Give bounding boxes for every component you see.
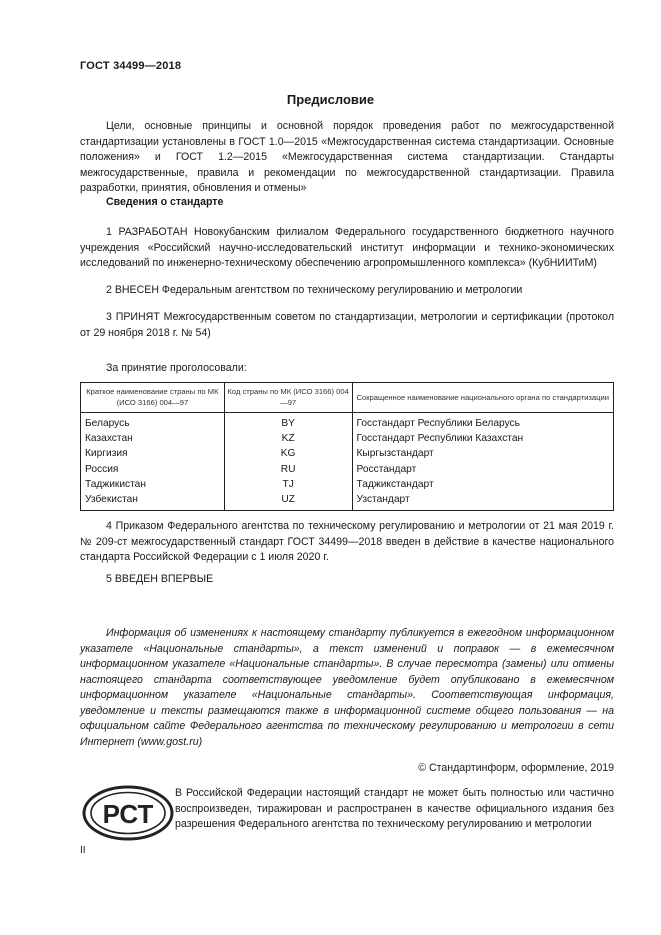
cell-body: Узстандарт bbox=[352, 492, 614, 511]
rst-certification-logo-icon bbox=[80, 783, 176, 843]
item-4 bbox=[80, 519, 614, 566]
item-3 bbox=[80, 310, 614, 341]
cell-country: Киргизия bbox=[81, 446, 225, 461]
standard-info-heading: Сведения о стандарте bbox=[106, 196, 224, 208]
cell-body: Таджикстандарт bbox=[352, 477, 614, 492]
notice-text: В Российской Федерации настоящий стандарт не может быть полностью или частично воспроизведен, тиражирован и распространен в качестве официального издания без разрешения Федерального агентства по техническому регулированию и метрологии bbox=[175, 787, 614, 830]
cell-code: RU bbox=[224, 462, 352, 477]
cell-country: Беларусь bbox=[81, 413, 225, 432]
item-1-text: 1 РАЗРАБОТАН Новокубанским филиалом Федерального государственного бюджетного научного учреждения «Российский научно-исследовательский институт информации и технико-экономических исследований по инженерно-техническому обеспечению агропромышленного комплекса» (КубНИИТиМ) bbox=[80, 226, 614, 269]
votes-label-text: За принятие проголосовали: bbox=[106, 362, 247, 374]
table-row bbox=[81, 492, 614, 511]
table-row bbox=[81, 431, 614, 446]
cell-code: UZ bbox=[224, 492, 352, 511]
document-code: ГОСТ 34499—2018 bbox=[80, 60, 182, 72]
cell-country: Узбекистан bbox=[81, 492, 225, 511]
cell-body: Госстандарт Республики Казахстан bbox=[352, 431, 614, 446]
copyright: © Стандартинформ, оформление, 2019 bbox=[418, 762, 614, 774]
table-row bbox=[81, 413, 614, 432]
table-header-row bbox=[81, 383, 614, 413]
cell-code: KZ bbox=[224, 431, 352, 446]
header-body: Сокращенное наименование национального органа по стандартизации bbox=[352, 383, 614, 413]
item-2-text: 2 ВНЕСЕН Федеральным агентством по техническому регулированию и метрологии bbox=[106, 284, 523, 296]
page-number: II bbox=[80, 845, 86, 856]
item-2 bbox=[80, 283, 614, 299]
header-code: Код страны по МК (ИСО 3166) 004—97 bbox=[224, 383, 352, 413]
table-row bbox=[81, 477, 614, 492]
cell-code: KG bbox=[224, 446, 352, 461]
logo-text: РСТ bbox=[102, 799, 154, 829]
info-paragraph bbox=[80, 626, 614, 750]
intro-text: Цели, основные принципы и основной порядок проведения работ по межгосударственной стандартизации установлены в ГОСТ 1.0—2015 «Межгосударственная система стандартизации. Основные положения» и ГОСТ 1.2—2015 «Межгосударственная система стандартизации. Стандарты межгосударственные, правила и рекомендации по межгосударственной стандартизации. Правила разработки, принятия, обновления и отмены» bbox=[80, 120, 614, 194]
cell-body: Кыргызстандарт bbox=[352, 446, 614, 461]
table-row bbox=[81, 462, 614, 477]
votes-table bbox=[80, 382, 614, 511]
item-4-text: 4 Приказом Федерального агентства по техническому регулированию и метрологии от 21 мая 2019 г. № 209-ст межгосударственный стандарт ГОСТ 34499—2018 введен в действие в качестве национального стандарта Российской Федерации с 1 июля 2020 г. bbox=[80, 520, 614, 563]
item-1 bbox=[80, 225, 614, 272]
votes-label bbox=[80, 361, 614, 377]
cell-country: Таджикистан bbox=[81, 477, 225, 492]
cell-code: TJ bbox=[224, 477, 352, 492]
rst-logo bbox=[80, 783, 176, 843]
item-3-text: 3 ПРИНЯТ Межгосударственным советом по стандартизации, метрологии и сертификации (протокол от 29 ноября 2018 г. № 54) bbox=[80, 311, 614, 339]
info-text: Информация об изменениях к настоящему стандарту публикуется в ежегодном информационном указателе «Национальные стандарты», а текст изменений и поправок — в ежемесячном информационном указателе «Национальные стандарты». В случае пересмотра (замены) или отмены настоящего стандарта соответствующее уведомление будет опубликовано в ежемесячном информационном указателе «Национальные стандарты». Соответствующая информация, уведомление и тексты размещаются также в информационной системе общего пользования — на официальном сайте Федерального агентства по техническому регулированию и метрологии в сети Интернет (www.gost.ru) bbox=[80, 627, 614, 748]
cell-body: Росстандарт bbox=[352, 462, 614, 477]
cell-code: BY bbox=[224, 413, 352, 432]
header-country: Краткое наименование страны по МК (ИСО 3166) 004—97 bbox=[81, 383, 225, 413]
cell-country: Россия bbox=[81, 462, 225, 477]
page-title: Предисловие bbox=[286, 92, 375, 107]
item-5-text: 5 ВВЕДЕН ВПЕРВЫЕ bbox=[106, 573, 214, 585]
item-5 bbox=[80, 572, 614, 588]
reproduction-notice bbox=[175, 786, 614, 833]
cell-body: Госстандарт Республики Беларусь bbox=[352, 413, 614, 432]
cell-country: Казахстан bbox=[81, 431, 225, 446]
table-row bbox=[81, 446, 614, 461]
intro-paragraph bbox=[80, 119, 614, 197]
